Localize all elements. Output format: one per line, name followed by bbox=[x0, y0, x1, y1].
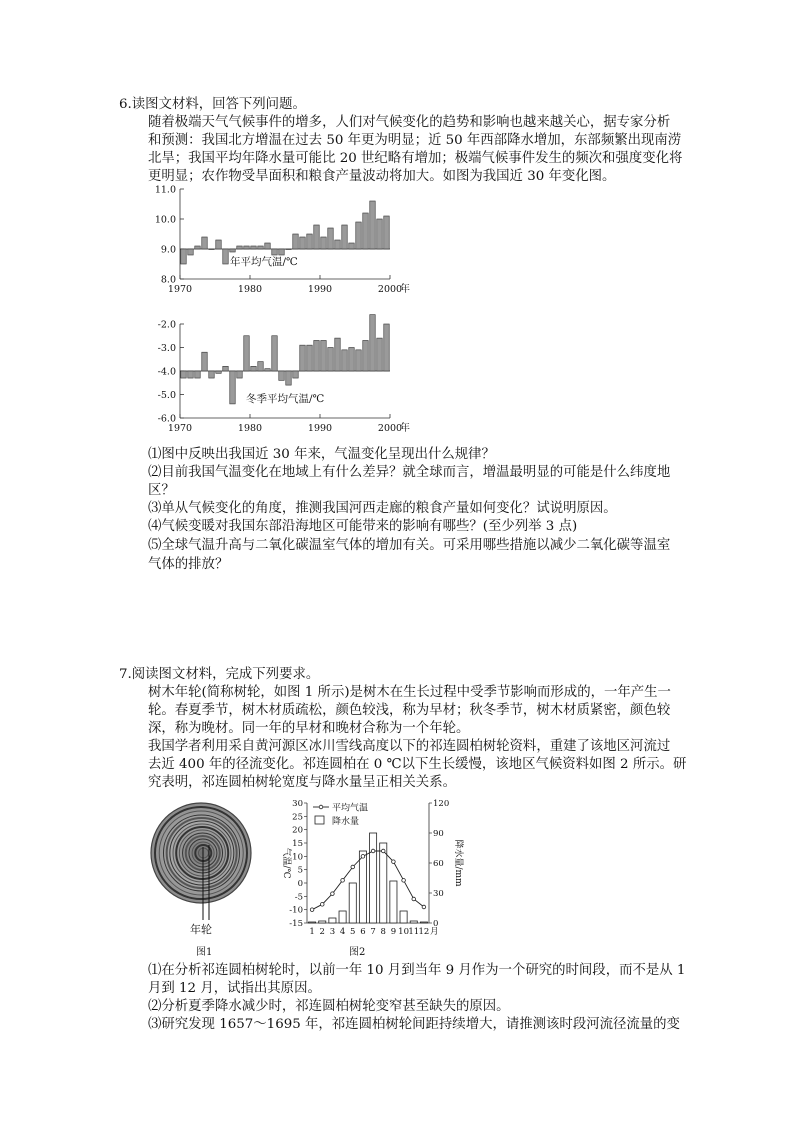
bar bbox=[251, 246, 256, 249]
q6-material-line: 北旱；我国平均年降水量可能比 20 世纪略有增加；极端气候事件发生的频次和强度变化将 bbox=[148, 151, 683, 166]
bar bbox=[307, 234, 312, 249]
bar bbox=[195, 246, 200, 249]
y-tick-label: -2.0 bbox=[157, 319, 176, 331]
q6-question: 气体的排放？ bbox=[148, 557, 229, 572]
y-left-tick-label: 15 bbox=[292, 839, 303, 849]
x-tick-label: 6 bbox=[360, 927, 366, 937]
q6-heading: 6.读图文材料，回答下列问题。 bbox=[119, 97, 306, 112]
bar bbox=[181, 249, 186, 264]
bar bbox=[349, 243, 354, 249]
x-tick-label: 3 bbox=[329, 927, 336, 937]
bar bbox=[272, 249, 277, 255]
bar bbox=[321, 237, 326, 249]
x-tick-label: 9 bbox=[390, 927, 397, 937]
bar bbox=[335, 338, 340, 371]
q7-material-line: 树木年轮(简称树轮，如图 1 所示)是树木在生长过程中受季节影响而形成的，一年产生一 bbox=[148, 685, 671, 700]
chart-title: 年平均气温/℃ bbox=[230, 256, 298, 268]
bar bbox=[377, 219, 382, 249]
bar bbox=[384, 324, 389, 371]
q6-question: ⑸全球气温升高与二氧化碳温室气体的增加有关。可采用哪些措施以减少二氧化碳等温室 bbox=[148, 538, 671, 553]
temperature-point bbox=[371, 849, 375, 853]
x-tick-label: 1 bbox=[309, 927, 315, 937]
q7-heading: 7.阅读图文材料，完成下列要求。 bbox=[119, 667, 320, 682]
q7-material-line: 究表明，祁连圆柏树轮宽度与降水量呈正相关关系。 bbox=[148, 775, 456, 790]
bar bbox=[258, 362, 263, 371]
bar bbox=[223, 249, 228, 264]
bar bbox=[209, 249, 214, 250]
bar bbox=[202, 352, 207, 371]
bar bbox=[384, 216, 389, 249]
x-tick-label: 1980 bbox=[237, 423, 263, 434]
x-tick-label: 1990 bbox=[307, 423, 333, 434]
temperature-point bbox=[351, 865, 355, 869]
bar bbox=[230, 249, 235, 252]
x-tick-label: 8 bbox=[380, 927, 386, 937]
x-tick-label: 11 bbox=[408, 927, 420, 937]
y-tick-label: -6.0 bbox=[157, 413, 176, 425]
bar bbox=[342, 350, 347, 371]
x-tick-label: 1970 bbox=[167, 284, 193, 295]
bar bbox=[293, 234, 298, 249]
x-tick-label: 4 bbox=[339, 927, 346, 937]
x-tick-label: 1970 bbox=[167, 423, 193, 434]
x-tick-label: 1980 bbox=[237, 284, 263, 295]
y-tick-label: 11.0 bbox=[154, 184, 176, 196]
bar bbox=[370, 315, 375, 371]
bar bbox=[363, 340, 368, 371]
precipitation-bar bbox=[339, 911, 346, 923]
temperature-point bbox=[310, 908, 314, 912]
figure-2-caption: 图2 bbox=[349, 947, 366, 958]
x-axis-unit: 月 bbox=[430, 927, 439, 937]
y-left-tick-label: 25 bbox=[292, 812, 303, 823]
q6-question: ⑷气候变暖对我国东部沿海地区可能带来的影响有哪些？(至少列举 3 点) bbox=[148, 519, 578, 534]
q7-material-line: 去近 400 年的径流变化。祁连圆柏在 0 ℃以下生长缓慢，该地区气候资料如图 2 所示。研 bbox=[148, 757, 687, 772]
y-left-tick-label: -15 bbox=[289, 919, 303, 929]
tree-ring-figure bbox=[148, 795, 258, 960]
bar bbox=[195, 371, 200, 378]
bar bbox=[356, 350, 361, 371]
y-left-tick-label: 20 bbox=[292, 825, 303, 836]
bar bbox=[356, 222, 361, 249]
precipitation-bar bbox=[319, 921, 326, 923]
legend-precipitation: 降水量 bbox=[332, 817, 360, 827]
climate-chart bbox=[275, 795, 463, 960]
bar bbox=[335, 240, 340, 249]
q6-question: ⑴图中反映出我国近 30 年来，气温变化呈现出什么规律？ bbox=[148, 447, 495, 462]
bar bbox=[265, 369, 270, 371]
bar bbox=[286, 249, 291, 250]
y-right-label: 降水量/mm bbox=[453, 839, 463, 887]
y-left-tick-label: 5 bbox=[297, 865, 303, 876]
bar bbox=[293, 371, 298, 378]
y-tick-label: -3.0 bbox=[157, 343, 176, 354]
bar bbox=[230, 371, 235, 404]
q6-material-line: 更明显；农作物受旱面积和粮食产量波动将加大。如图为我国近 30 年变化图。 bbox=[148, 169, 616, 184]
y-left-tick-label: 10 bbox=[292, 852, 303, 863]
precipitation-bar bbox=[370, 833, 377, 923]
q6-question: ⑶单从气候变化的角度，推测我国河西走廊的粮食产量如何变化？试说明原因。 bbox=[148, 501, 617, 516]
precipitation-bar bbox=[420, 922, 427, 923]
temperature-point bbox=[320, 903, 324, 907]
temperature-point bbox=[422, 905, 426, 909]
precipitation-bar bbox=[349, 883, 356, 923]
temperature-point bbox=[341, 879, 345, 883]
y-left-tick-label: -10 bbox=[289, 905, 303, 916]
annual-temperature-chart bbox=[138, 182, 418, 310]
bar bbox=[188, 371, 193, 378]
x-tick-label: 12 bbox=[418, 927, 430, 937]
bar bbox=[244, 246, 249, 249]
temperature-point bbox=[361, 855, 365, 859]
legend-point bbox=[319, 805, 323, 809]
q7-material-line: 深，称为晚材。同一年的早材和晚材合称为一个年轮。 bbox=[148, 721, 470, 736]
y-left-tick-label: 30 bbox=[292, 799, 303, 809]
temperature-point bbox=[381, 849, 385, 853]
temperature-point bbox=[331, 892, 335, 896]
bar bbox=[328, 348, 333, 372]
x-tick-label: 2000 bbox=[377, 423, 403, 434]
bar bbox=[363, 213, 368, 249]
bar bbox=[321, 340, 326, 371]
bar bbox=[279, 249, 284, 255]
bar bbox=[216, 240, 221, 249]
y-left-tick-label: 0 bbox=[297, 879, 303, 889]
precipitation-bar bbox=[359, 851, 366, 923]
x-tick-label: 2000 bbox=[377, 284, 403, 295]
y-tick-label: -5.0 bbox=[157, 390, 176, 401]
y-tick-label: 9.0 bbox=[160, 244, 176, 256]
x-tick-label: 5 bbox=[350, 927, 356, 937]
bar bbox=[342, 225, 347, 249]
q7-question: ⑴在分析祁连圆柏树轮时，以前一年 10 月到当年 9 月作为一个研究的时间段，而不是从 1 bbox=[148, 963, 686, 978]
q6-question: 区？ bbox=[148, 483, 175, 498]
bar bbox=[258, 246, 263, 249]
bar bbox=[370, 201, 375, 249]
legend-box bbox=[315, 816, 324, 824]
y-tick-label: 10.0 bbox=[154, 214, 176, 226]
y-tick-label: -4.0 bbox=[157, 366, 176, 378]
bar bbox=[223, 366, 228, 371]
q6-material-line: 和预测：我国北方增温在过去 50 年更为明显；近 50 年西部降水增加，东部频繁出现南涝 bbox=[148, 133, 682, 148]
bar bbox=[349, 348, 354, 372]
precipitation-bar bbox=[380, 843, 387, 923]
q6-question: ⑵目前我国气温变化在地域上有什么差异？就全球而言，增温最明显的可能是什么纬度地 bbox=[148, 465, 671, 480]
bar bbox=[300, 345, 305, 371]
precipitation-bar bbox=[309, 922, 316, 923]
bar bbox=[244, 336, 249, 371]
x-tick-label: 1990 bbox=[307, 284, 333, 295]
bar bbox=[237, 246, 242, 249]
y-left-label: 气温/℃ bbox=[281, 847, 291, 879]
x-tick-label: 2 bbox=[319, 927, 325, 937]
q7-question: ⑶研究发现 1657～1695 年，祁连圆柏树轮间距持续增大，请推测该时段河流径流量的变 bbox=[148, 1017, 680, 1032]
precipitation-bar bbox=[400, 911, 407, 923]
y-right-tick-label: 90 bbox=[433, 829, 444, 839]
y-right-tick-label: 120 bbox=[433, 799, 450, 809]
bar bbox=[181, 371, 186, 378]
bar bbox=[307, 345, 312, 371]
q7-question: ⑵分析夏季降水减少时，祁连圆柏树轮变窄甚至缺失的原因。 bbox=[148, 999, 510, 1014]
bar bbox=[265, 243, 270, 249]
bar bbox=[314, 225, 319, 249]
x-tick-label: 7 bbox=[370, 927, 376, 937]
bar bbox=[314, 340, 319, 371]
tree-ring-disc bbox=[151, 803, 251, 903]
ring-label: 年轮 bbox=[190, 923, 212, 936]
y-right-tick-label: 0 bbox=[433, 919, 439, 929]
bar bbox=[216, 371, 221, 373]
legend-temperature: 平均气温 bbox=[332, 803, 369, 814]
chart-title: 冬季平均气温/℃ bbox=[246, 393, 325, 405]
precipitation-bar bbox=[390, 881, 397, 923]
y-left-tick-label: -5 bbox=[294, 892, 303, 903]
winter-temperature-chart bbox=[138, 312, 418, 447]
q7-material-line: 我国学者利用采自黄河源区冰川雪线高度以下的祁连圆柏树轮资料，重建了该地区河流过 bbox=[148, 739, 671, 754]
x-axis-unit: 年 bbox=[400, 423, 410, 434]
precipitation-bar bbox=[329, 918, 336, 923]
bar bbox=[279, 371, 284, 380]
bar bbox=[300, 237, 305, 249]
temperature-point bbox=[392, 860, 396, 864]
bar bbox=[377, 338, 382, 371]
temperature-line bbox=[312, 851, 424, 910]
q7-question: 月到 12 月，试指出其原因。 bbox=[148, 981, 321, 996]
temperature-point bbox=[402, 879, 406, 883]
bar bbox=[286, 371, 291, 385]
y-tick-label: 8.0 bbox=[160, 274, 176, 286]
x-tick-label: 10 bbox=[398, 927, 409, 937]
bar bbox=[202, 237, 207, 249]
bar bbox=[251, 366, 256, 371]
bar bbox=[272, 336, 277, 371]
precipitation-bar bbox=[410, 921, 417, 923]
q6-material-line: 随着极端天气气候事件的增多，人们对气候变化的趋势和影响也越来越关心，据专家分析 bbox=[148, 115, 671, 130]
y-right-tick-label: 30 bbox=[433, 889, 444, 899]
bar bbox=[328, 228, 333, 249]
q7-material-line: 轮。春夏季节，树木材质疏松，颜色较浅，称为早材；秋冬季节，树木材质紧密，颜色较 bbox=[148, 703, 671, 718]
bar bbox=[237, 371, 242, 378]
figure-1-caption: 图1 bbox=[196, 947, 213, 958]
temperature-point bbox=[412, 897, 416, 901]
x-axis-unit: 年 bbox=[400, 284, 410, 295]
y-right-tick-label: 60 bbox=[433, 859, 444, 869]
bar bbox=[188, 249, 193, 255]
bar bbox=[209, 371, 214, 378]
